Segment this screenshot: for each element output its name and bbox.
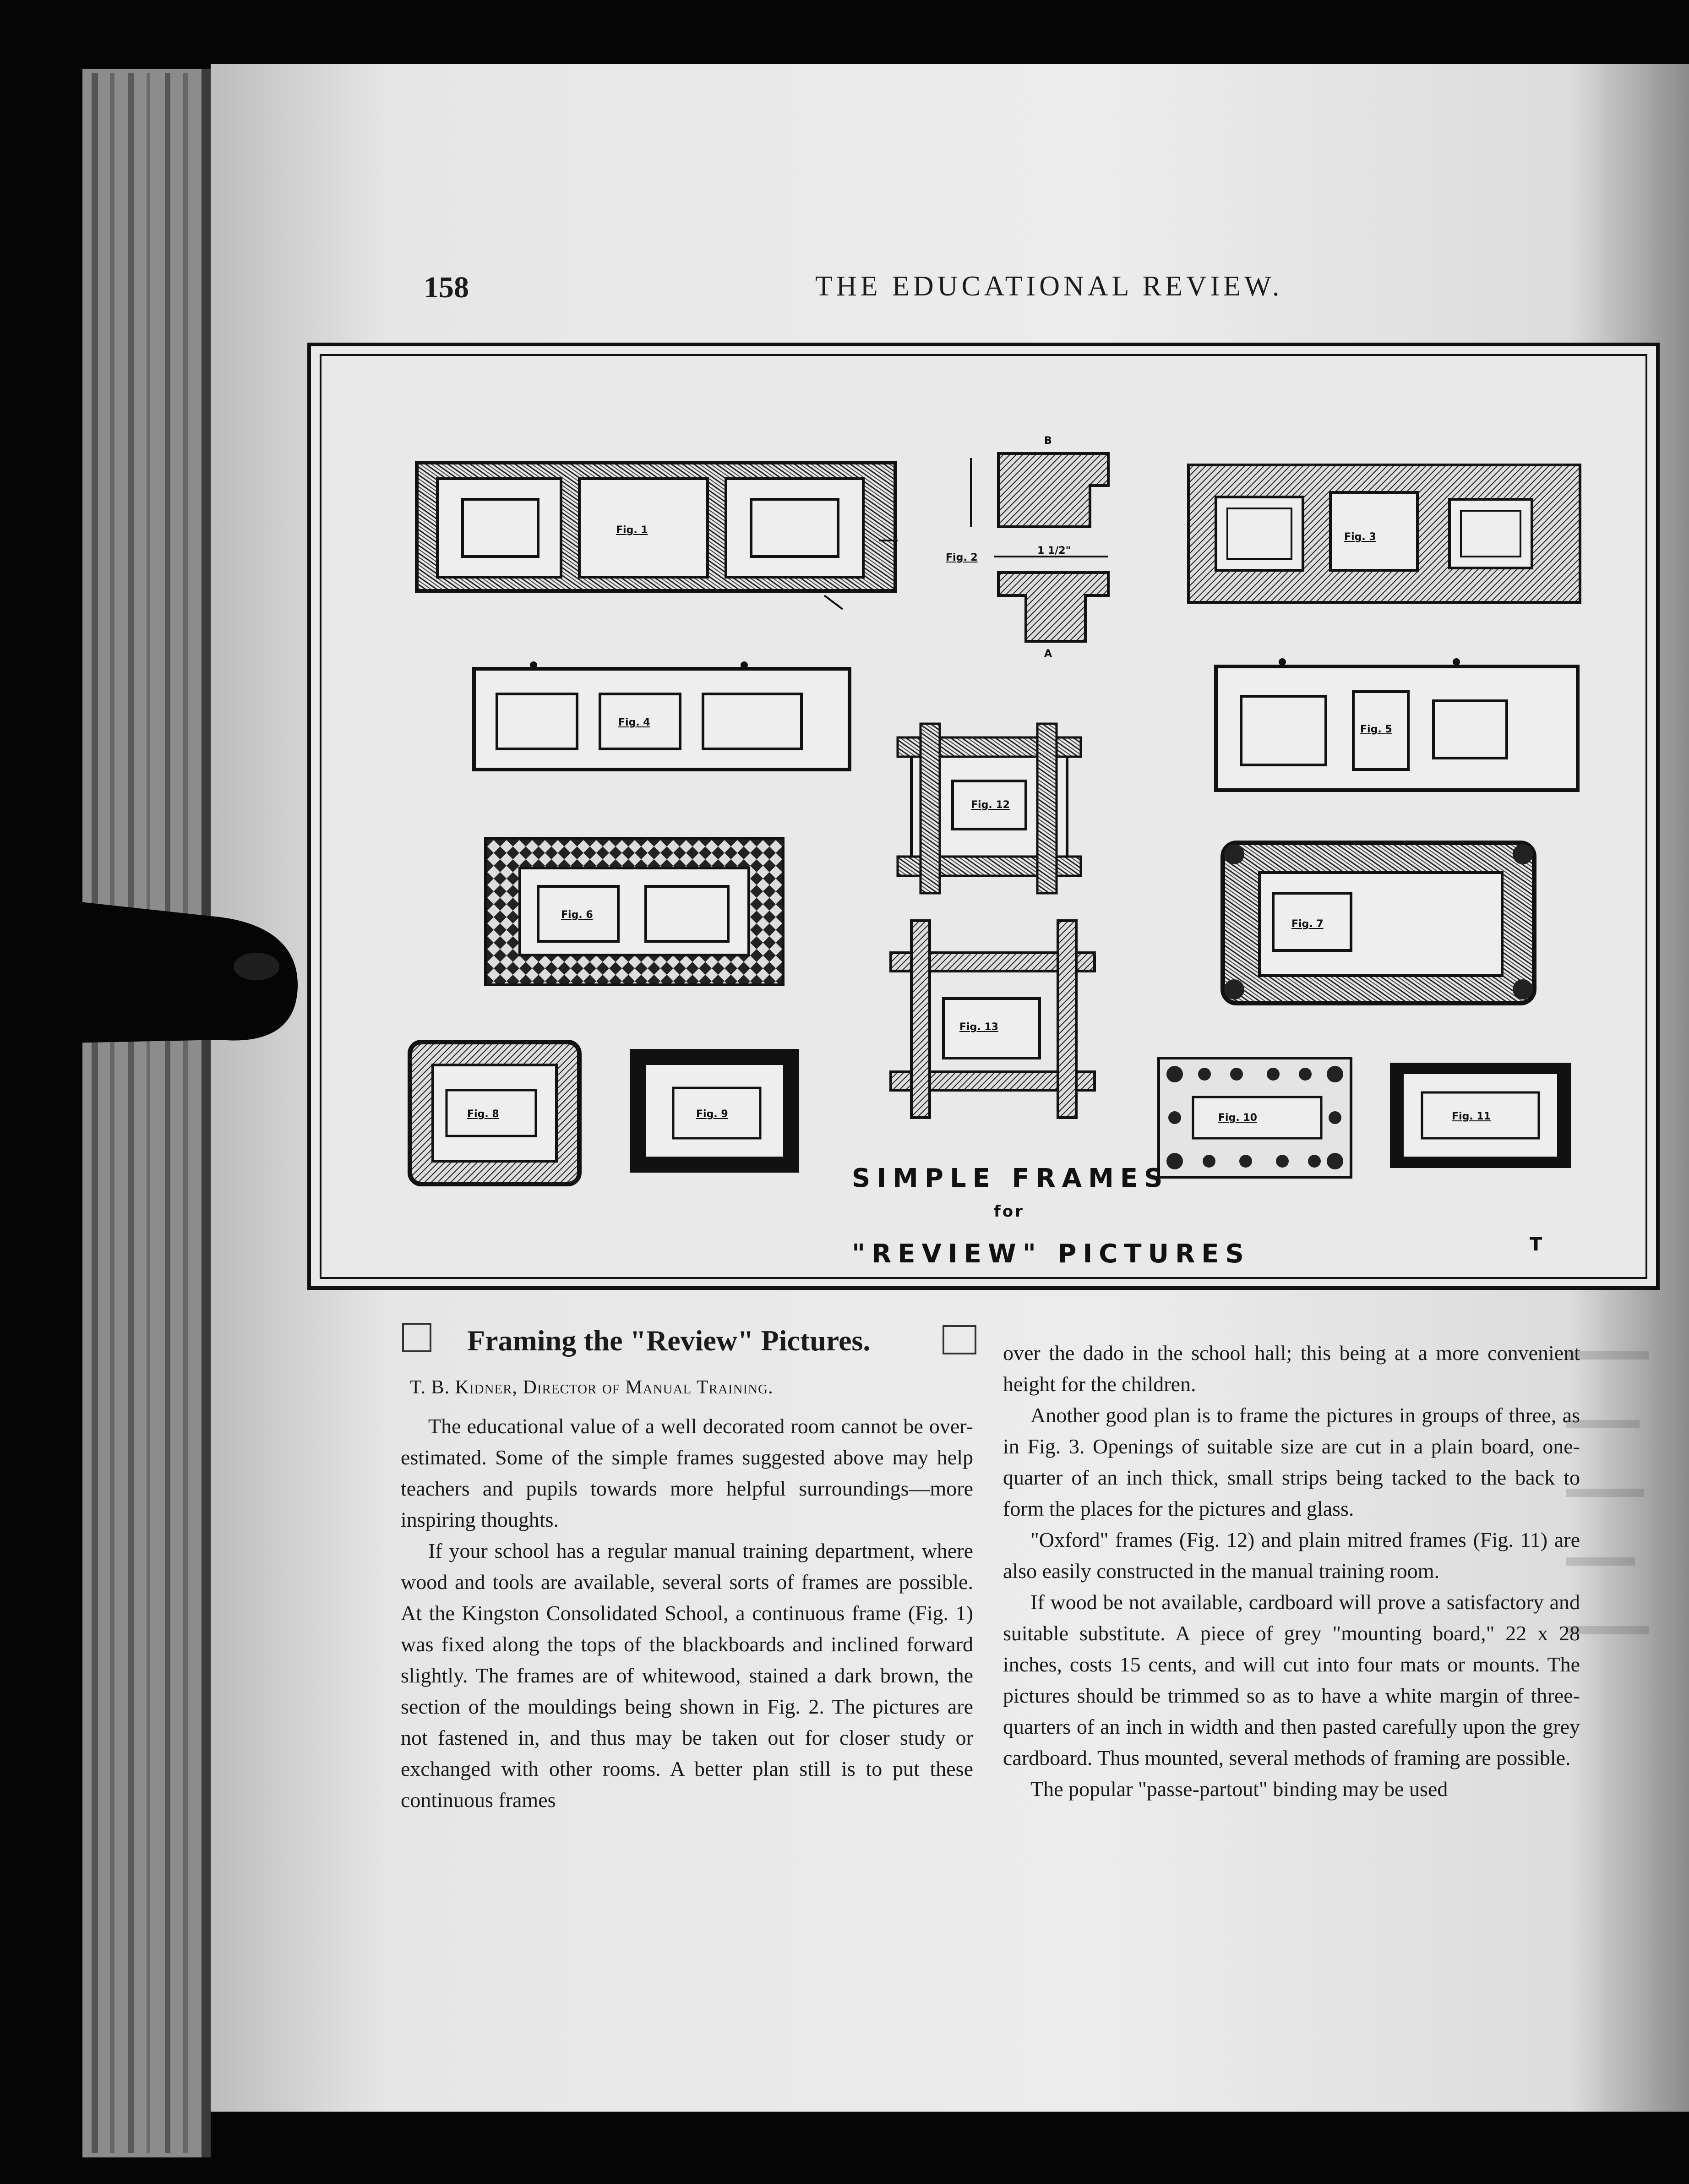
paragraph: The educational value of a well decorated room cannot be over-estimated. Some of the simple frames suggested above may help teachers and pupils towards more helpful surroundings—more inspiring thoughts. (401, 1414, 973, 1531)
plate-caption-line2: for (994, 1202, 1024, 1221)
fig3-drawing (1188, 465, 1580, 602)
fig9-label: Fig. 9 (696, 1108, 728, 1120)
fig1-label: Fig. 1 (616, 524, 648, 536)
fig10-label: Fig. 10 (1218, 1112, 1257, 1124)
plate-caption-line1: SIMPLE FRAMES (852, 1163, 1169, 1193)
article-right-column (1003, 1338, 1580, 1805)
fig13-label: Fig. 13 (959, 1021, 998, 1033)
page-number: 158 (424, 271, 469, 304)
paragraph: Another good plan is to frame the pictures in groups of three, as in Fig. 3. Openings of suitable size are cut in a plain board, one-quarter of an inch thick, small strips being tacked to the back to form the places for the pictures and glass. (1003, 1403, 1580, 1520)
fig7-label: Fig. 7 (1291, 918, 1324, 930)
paragraph: over the dado in the school hall; this being at a more convenient height for the children. (1003, 1341, 1580, 1396)
section-label-b: B (1044, 435, 1052, 447)
paragraph: The popular "passe-partout" binding may be used (1030, 1777, 1448, 1801)
fig5-drawing (1216, 658, 1578, 790)
paragraph: If your school has a regular manual training department, where wood and tools are available, several sorts of frames are possible. At the Kingston Consolidated School, a continuous frame (Fig. 1) was fixed along the tops of the blackboards and inclined forward slightly. The frames are of whitewood, stained a dark brown, the section of the mouldings being shown in Fig. 2. The pictures are not fastened in, and thus may be taken out for closer study or exchanged with other rooms. A better plan still is to put these continuous frames (401, 1539, 973, 1812)
article-title: Framing the "Review" Pictures. (467, 1324, 871, 1357)
artist-monogram: T (1530, 1234, 1542, 1255)
article-byline: T. B. Kidner, Director of Manual Training. (410, 1377, 774, 1398)
fig5-label: Fig. 5 (1360, 724, 1392, 735)
fig4-drawing (474, 661, 850, 770)
fig6-label: Fig. 6 (561, 909, 593, 921)
section-label-a: A (1044, 648, 1052, 660)
fig12-label: Fig. 12 (971, 799, 1010, 811)
article-left-column (401, 1411, 973, 1816)
fig4-label: Fig. 4 (618, 717, 650, 728)
journal-title: THE EDUCATIONAL REVIEW. (815, 271, 1283, 302)
fig7-drawing (1223, 843, 1534, 1003)
fig1-drawing (417, 463, 898, 609)
section-width-label: 1 1/2" (1037, 545, 1071, 557)
paragraph: If wood be not available, cardboard will prove a satisfactory and suitable substitute. A piece of grey "mounting board," 22 x 28 inches, costs 15 cents, and will cut into four mats or mounts. The pictures should be trimmed so as to have a white margin of three-quarters of an inch in width and then pasted carefully upon the grey cardboard. Thus mounted, several methods of framing are possible. (1003, 1590, 1580, 1769)
plate-caption-line3: "REVIEW" PICTURES (852, 1239, 1250, 1269)
book-page-edges (82, 69, 211, 2157)
fig2-label: Fig. 2 (946, 552, 978, 563)
fig8-label: Fig. 8 (467, 1108, 499, 1120)
fig6-drawing (485, 838, 783, 985)
fig3-label: Fig. 3 (1344, 531, 1376, 543)
paragraph: "Oxford" frames (Fig. 12) and plain mitred frames (Fig. 11) are also easily constructed in the manual training room. (1003, 1528, 1580, 1583)
fig11-label: Fig. 11 (1452, 1111, 1491, 1122)
